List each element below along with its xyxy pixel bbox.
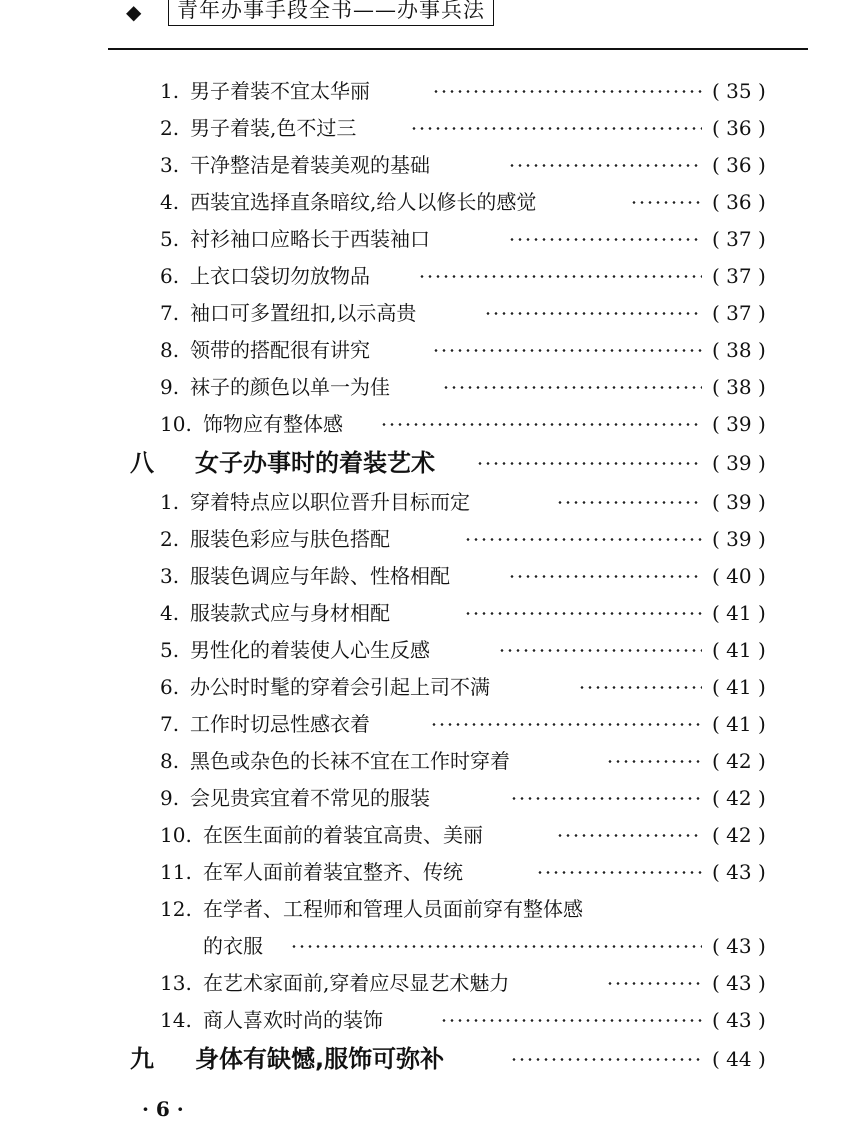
entry-number: 7.: [160, 712, 180, 736]
dot-leader: [578, 686, 702, 689]
dot-leader: [510, 1058, 702, 1061]
header-rule: [108, 48, 808, 50]
entry-page: ( 37 ): [712, 264, 766, 288]
entry-number: 1.: [160, 79, 180, 103]
entry-number: 11.: [160, 860, 192, 884]
section-number: 九: [130, 1045, 154, 1073]
toc-entry: [0, 558, 844, 594]
entry-page: ( 41 ): [712, 638, 766, 662]
entry-page: ( 44 ): [712, 1047, 766, 1071]
entry-title: 黑色或杂色的长袜不宜在工作时穿着: [190, 749, 510, 773]
entry-page: ( 37 ): [712, 227, 766, 251]
dot-leader: [476, 462, 702, 465]
entry-title: 在艺术家面前,穿着应尽显艺术魅力: [203, 971, 510, 995]
entry-number: 5.: [160, 227, 180, 251]
section-number: 八: [130, 449, 154, 477]
toc-entry: [0, 854, 844, 890]
entry-number: 9.: [160, 786, 180, 810]
dot-leader: [556, 834, 702, 837]
dot-leader: [556, 501, 702, 504]
entry-page: ( 40 ): [712, 564, 766, 588]
entry-number: 14.: [160, 1008, 192, 1032]
section-title: 身体有缺憾,服饰可弥补: [195, 1045, 445, 1073]
entry-number: 2.: [160, 527, 180, 551]
section-title: 女子办事时的着装艺术: [195, 449, 435, 477]
entry-page: ( 43 ): [712, 1008, 766, 1032]
entry-title: 西装宜选择直条暗纹,给人以修长的感觉: [190, 190, 537, 214]
entry-number: 4.: [160, 601, 180, 625]
entry-page: ( 41 ): [712, 712, 766, 736]
entry-number: 7.: [160, 301, 180, 325]
toc-entry: [0, 743, 844, 779]
dot-leader: [464, 612, 702, 615]
toc-entry: [0, 891, 844, 927]
entry-title: 商人喜欢时尚的装饰: [203, 1008, 383, 1032]
entry-title: 的衣服: [203, 934, 263, 958]
entry-page: ( 41 ): [712, 675, 766, 699]
entry-title: 领带的搭配很有讲究: [190, 338, 370, 362]
page-number: · 6 ·: [142, 1097, 184, 1121]
toc-entry: [0, 258, 844, 294]
entry-title: 男子着装不宜太华丽: [190, 79, 370, 103]
entry-title: 服装色彩应与肤色搭配: [190, 527, 390, 551]
diamond-ornament-icon: ◆: [126, 0, 142, 24]
toc-entry: [0, 669, 844, 705]
dot-leader: [606, 760, 702, 763]
toc-entry: [0, 221, 844, 257]
dot-leader: [290, 945, 702, 948]
toc-entry: [0, 406, 844, 442]
dot-leader: [380, 423, 702, 426]
entry-number: 2.: [160, 116, 180, 140]
entry-page: ( 36 ): [712, 190, 766, 214]
entry-title: 男子着装,色不过三: [190, 116, 357, 140]
entry-title: 饰物应有整体感: [203, 412, 343, 436]
toc-entry: [0, 632, 844, 668]
dot-leader: [508, 238, 702, 241]
entry-page: ( 41 ): [712, 601, 766, 625]
entry-number: 1.: [160, 490, 180, 514]
entry-number: 5.: [160, 638, 180, 662]
toc-entry: [0, 484, 844, 520]
entry-page: ( 43 ): [712, 934, 766, 958]
dot-leader: [510, 797, 702, 800]
dot-leader: [464, 538, 702, 541]
dot-leader: [430, 723, 702, 726]
entry-number: 12.: [160, 897, 192, 921]
entry-page: ( 42 ): [712, 823, 766, 847]
dot-leader: [432, 349, 702, 352]
entry-page: ( 38 ): [712, 375, 766, 399]
toc-entry-continuation: [0, 928, 844, 964]
entry-page: ( 38 ): [712, 338, 766, 362]
entry-title: 袖口可多置纽扣,以示高贵: [190, 301, 417, 325]
entry-page: ( 37 ): [712, 301, 766, 325]
toc-entry: [0, 184, 844, 220]
entry-number: 6.: [160, 264, 180, 288]
toc-entry: [0, 521, 844, 557]
entry-title: 袜子的颜色以单一为佳: [190, 375, 390, 399]
entry-number: 6.: [160, 675, 180, 699]
dot-leader: [536, 871, 702, 874]
entry-number: 3.: [160, 564, 180, 588]
entry-title: 干净整洁是着装美观的基础: [190, 153, 430, 177]
toc-entry: [0, 706, 844, 742]
entry-title: 工作时切忌性感衣着: [190, 712, 370, 736]
toc-entry: [0, 369, 844, 405]
entry-title: 男性化的着装使人心生反感: [190, 638, 430, 662]
entry-title: 上衣口袋切勿放物品: [190, 264, 370, 288]
entry-title: 服装款式应与身材相配: [190, 601, 390, 625]
entry-title: 办公时时髦的穿着会引起上司不满: [190, 675, 490, 699]
entry-page: ( 39 ): [712, 527, 766, 551]
entry-page: ( 39 ): [712, 451, 766, 475]
dot-leader: [508, 164, 702, 167]
dot-leader: [442, 386, 702, 389]
entry-page: ( 36 ): [712, 116, 766, 140]
entry-number: 10.: [160, 412, 192, 436]
entry-page: ( 43 ): [712, 971, 766, 995]
entry-number: 13.: [160, 971, 192, 995]
entry-number: 10.: [160, 823, 192, 847]
toc-entry: [0, 965, 844, 1001]
dot-leader: [440, 1019, 702, 1022]
toc-entry: [0, 147, 844, 183]
toc-entry: [0, 595, 844, 631]
entry-number: 9.: [160, 375, 180, 399]
entry-title: 服装色调应与年龄、性格相配: [190, 564, 450, 588]
entry-title: 会见贵宾宜着不常见的服装: [190, 786, 430, 810]
entry-page: ( 43 ): [712, 860, 766, 884]
entry-page: ( 36 ): [712, 153, 766, 177]
entry-title: 在学者、工程师和管理人员面前穿有整体感: [203, 897, 583, 921]
toc-entry: [0, 295, 844, 331]
entry-number: 8.: [160, 749, 180, 773]
toc-section-heading: [0, 1041, 844, 1077]
entry-number: 3.: [160, 153, 180, 177]
entry-title: 衬衫袖口应略长于西装袖口: [190, 227, 430, 251]
entry-number: 4.: [160, 190, 180, 214]
running-header: [0, 0, 844, 52]
toc-entry: [0, 73, 844, 109]
entry-title: 在医生面前的着装宜高贵、美丽: [203, 823, 483, 847]
dot-leader: [418, 275, 702, 278]
entry-page: ( 42 ): [712, 749, 766, 773]
dot-leader: [630, 201, 702, 204]
entry-page: ( 42 ): [712, 786, 766, 810]
dot-leader: [484, 312, 702, 315]
entry-title: 穿着特点应以职位晋升目标而定: [190, 490, 470, 514]
entry-page: ( 39 ): [712, 412, 766, 436]
toc-entry: [0, 780, 844, 816]
toc-entry: [0, 1002, 844, 1038]
entry-number: 8.: [160, 338, 180, 362]
dot-leader: [606, 982, 702, 985]
toc-entry: [0, 332, 844, 368]
toc-entry: [0, 817, 844, 853]
entry-page: ( 35 ): [712, 79, 766, 103]
entry-page: ( 39 ): [712, 490, 766, 514]
toc-section-heading: [0, 445, 844, 481]
entry-title: 在军人面前着装宜整齐、传统: [203, 860, 463, 884]
dot-leader: [508, 575, 702, 578]
book-title: 青年办事手段全书——办事兵法: [168, 0, 494, 26]
dot-leader: [432, 90, 702, 93]
toc-entry: [0, 110, 844, 146]
dot-leader: [498, 649, 702, 652]
dot-leader: [410, 127, 702, 130]
